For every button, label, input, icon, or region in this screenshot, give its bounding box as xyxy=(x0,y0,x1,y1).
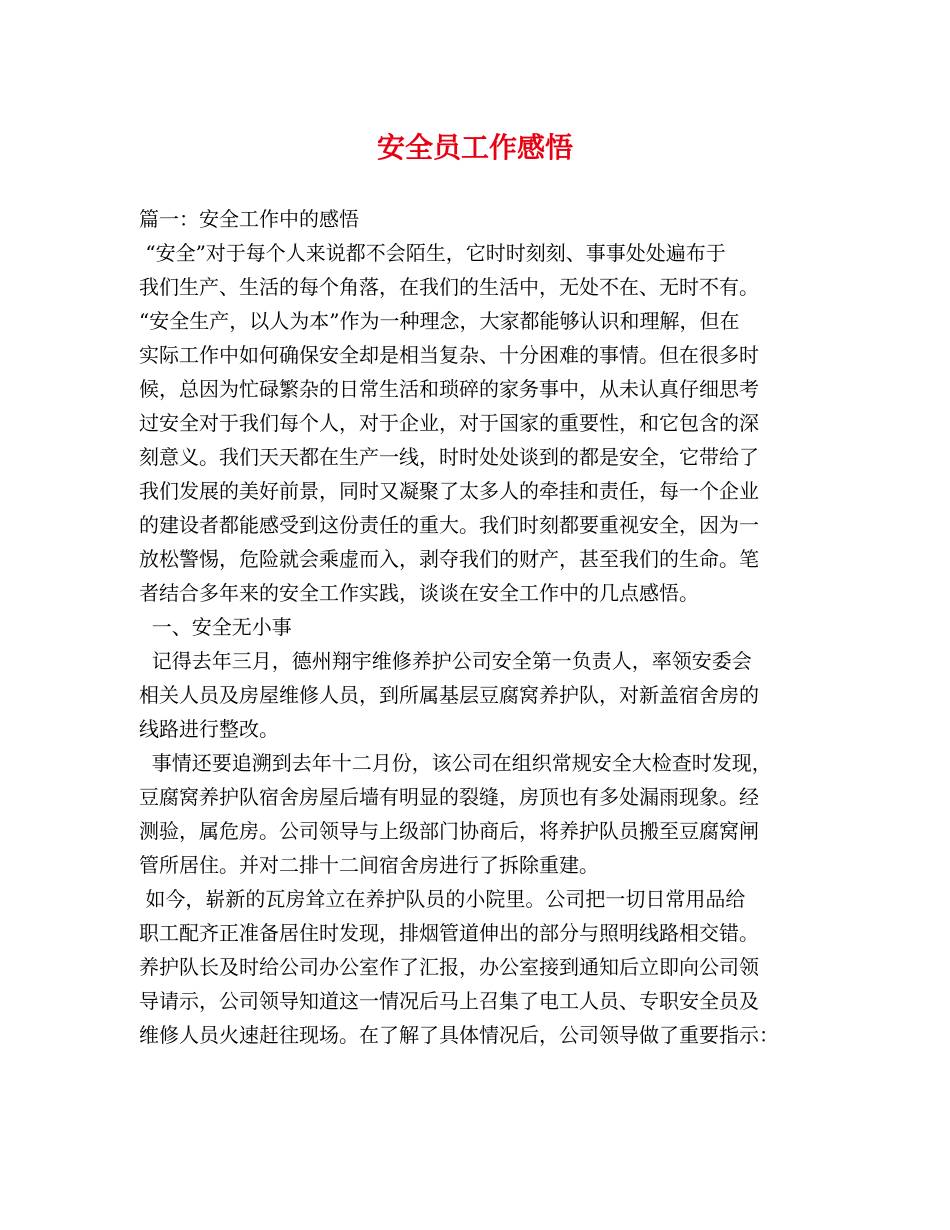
text-line: 者结合多年来的安全工作实践，谈谈在安全工作中的几点感悟。 xyxy=(139,581,699,605)
text-line: 我们发展的美好前景，同时又凝聚了太多人的牵挂和责任，每一个企业 xyxy=(139,479,759,503)
text-line: 我们生产、生活的每个角落，在我们的生活中，无处不在、无时不有。 xyxy=(139,275,759,299)
text-line: 一、安全无小事 xyxy=(139,615,292,639)
text-line: 放松警惕，危险就会乘虚而入，剥夺我们的财产，甚至我们的生命。笔 xyxy=(139,547,759,571)
text-line: 记得去年三月，德州翔宇维修养护公司安全第一负责人，率领安委会 xyxy=(139,649,752,673)
text-line: “安全”对于每个人来说都不会陌生，它时时刻刻、事事处处遍布于 xyxy=(139,241,726,265)
text-line: 维修人员火速赶往现场。在了解了具体情况后，公司领导做了重要指示： xyxy=(139,1023,779,1047)
text-line: 导请示，公司领导知道这一情况后马上召集了电工人员、专职安全员及 xyxy=(139,989,759,1013)
text-line: “安全生产，以人为本”作为一种理念，大家都能够认识和理解，但在 xyxy=(139,309,740,333)
text-line: 管所居住。并对二排十二间宿舍房进行了拆除重建。 xyxy=(139,853,599,877)
document-title: 安全员工作感悟 xyxy=(376,131,573,164)
text-line: 的建设者都能感受到这份责任的重大。我们时刻都要重视安全，因为一 xyxy=(139,513,759,537)
text-line: 篇一：安全工作中的感悟 xyxy=(139,207,359,231)
text-line: 线路进行整改。 xyxy=(139,717,279,741)
text-line: 测验，属危房。公司领导与上级部门协商后，将养护队员搬至豆腐窝闸 xyxy=(139,819,759,843)
text-line: 事情还要追溯到去年十二月份，该公司在组织常规安全大检查时发现， xyxy=(139,751,772,775)
text-line: 养护队长及时给公司办公室作了汇报，办公室接到通知后立即向公司领 xyxy=(139,955,759,979)
text-line: 候，总因为忙碌繁杂的日常生活和琐碎的家务事中，从未认真仔细思考 xyxy=(139,377,759,401)
text-line: 相关人员及房屋维修人员，到所属基层豆腐窝养护队，对新盖宿舍房的 xyxy=(139,683,759,707)
text-line: 如今，崭新的瓦房耸立在养护队员的小院里。公司把一切日常用品给 xyxy=(139,887,746,911)
text-line: 实际工作中如何确保安全却是相当复杂、十分困难的事情。但在很多时 xyxy=(139,343,759,367)
text-line: 刻意义。我们天天都在生产一线，时时处处谈到的都是安全，它带给了 xyxy=(139,445,759,469)
text-line: 职工配齐正准备居住时发现，排烟管道伸出的部分与照明线路相交错。 xyxy=(139,921,759,945)
text-line: 豆腐窝养护队宿舍房屋后墙有明显的裂缝，房顶也有多处漏雨现象。经 xyxy=(139,785,759,809)
text-line: 过安全对于我们每个人，对于企业，对于国家的重要性，和它包含的深 xyxy=(139,411,759,435)
document-body xyxy=(139,202,823,1052)
